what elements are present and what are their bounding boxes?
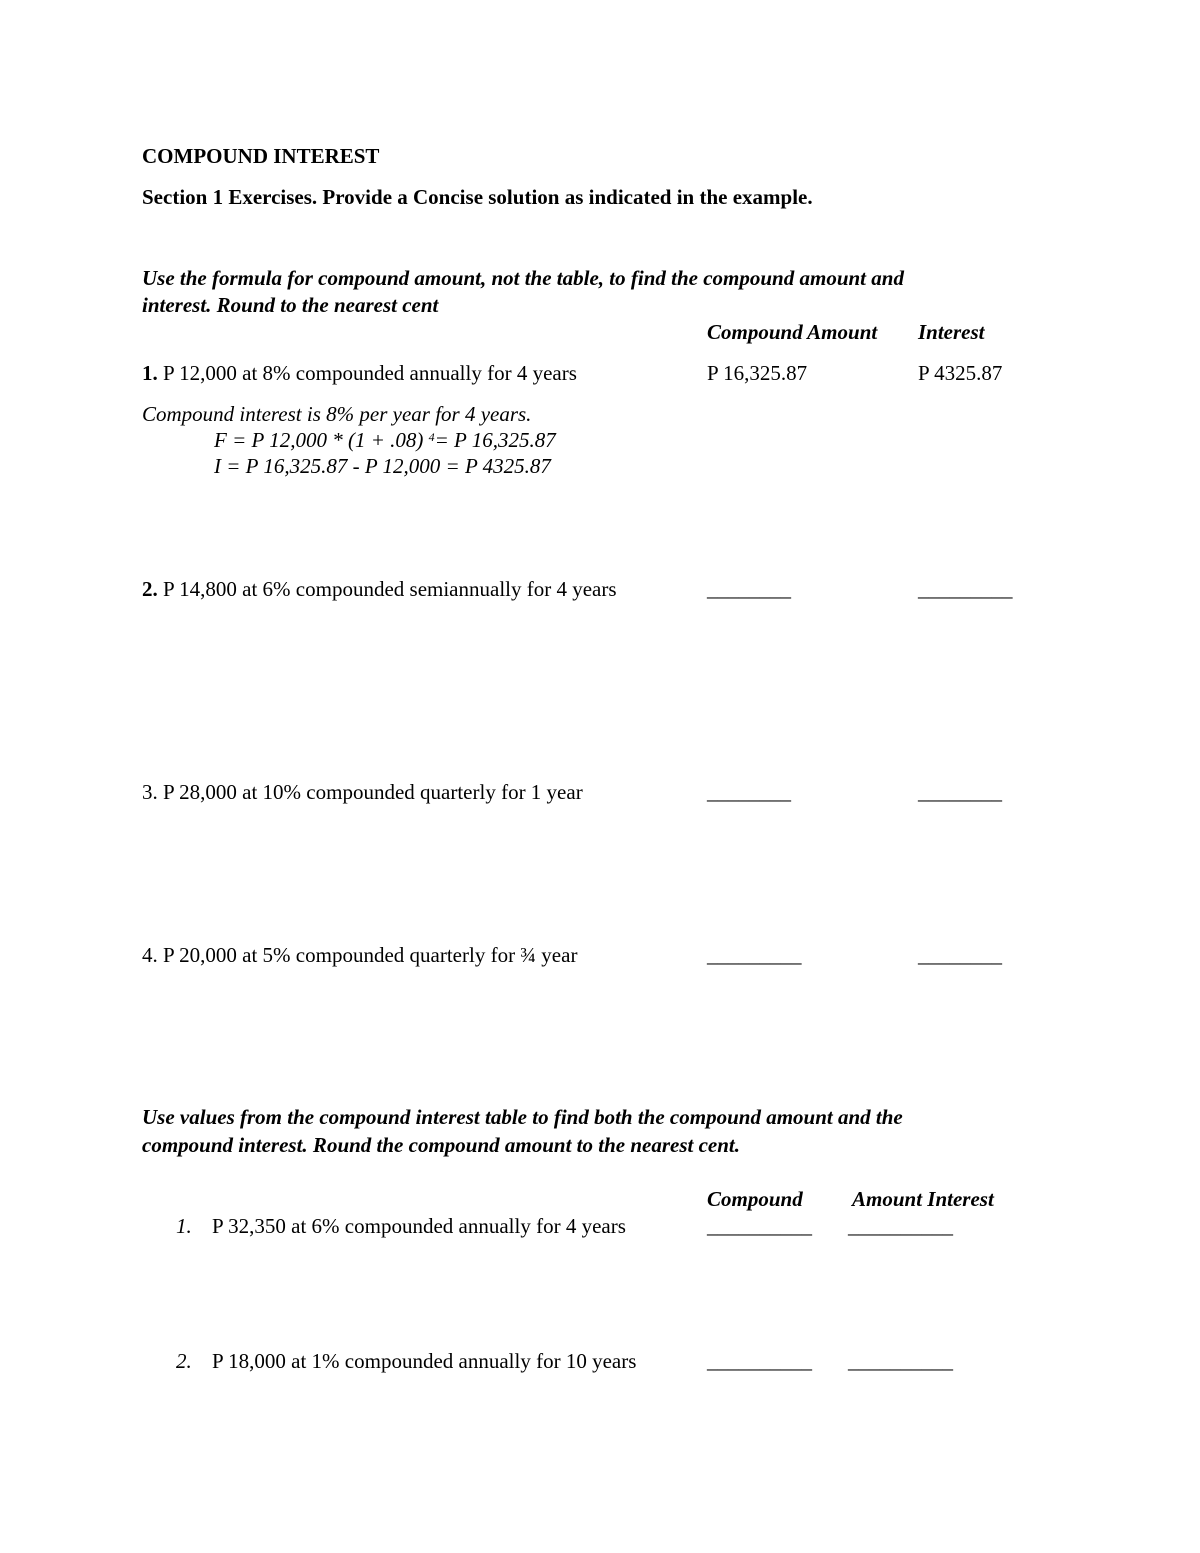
part2-instruction-line2: compound interest. Round the compound amount to the nearest cent. — [142, 1133, 740, 1157]
problem-3-interest-blank: ________ — [918, 780, 1002, 804]
solution-line-1: Compound interest is 8% per year for 4 years. — [142, 402, 532, 426]
solution-line-2: F = P 12,000 * (1 + .08) $^4$= P 16,325.87 — [214, 428, 556, 452]
col-header-compound: Compound — [707, 1187, 803, 1211]
part2-problem-1-interest-blank: __________ — [848, 1214, 953, 1238]
problem-3 — [142, 779, 583, 805]
col-header-amount-interest: Amount Interest — [852, 1187, 994, 1211]
part2-problem-1-number: 1. — [176, 1214, 192, 1238]
problem-text: P 14,800 at 6% compounded semiannually for 4 years — [163, 577, 617, 601]
part2-instruction-line1: Use values from the compound interest table to find both the compound amount and the — [142, 1105, 903, 1129]
problem-number: 4. — [142, 943, 158, 967]
problem-number: 1. — [142, 361, 158, 385]
part2-problem-2-number: 2. — [176, 1349, 192, 1373]
col-header-compound-amount: Compound Amount — [707, 320, 878, 344]
problem-1 — [142, 360, 577, 386]
problem-2 — [142, 576, 617, 602]
problem-1-amount: P 16,325.87 — [707, 361, 808, 385]
problem-number: 3. — [142, 780, 158, 804]
problem-text: P 28,000 at 10% compounded quarterly for 1 year — [163, 780, 583, 804]
problem-1-interest: P 4325.87 — [918, 361, 1003, 385]
part2-problem-1-amount-blank: __________ — [707, 1214, 812, 1238]
problem-3-amount-blank: ________ — [707, 780, 791, 804]
problem-4-amount-blank: _________ — [707, 943, 802, 967]
problem-2-interest-blank: _________ — [918, 577, 1013, 601]
problem-text: P 12,000 at 8% compounded annually for 4 years — [163, 361, 577, 385]
part1-instruction-line2: interest. Round to the nearest cent — [142, 293, 439, 317]
problem-number: 2. — [142, 577, 158, 601]
col-header-interest: Interest — [918, 320, 985, 344]
problem-2-amount-blank: ________ — [707, 577, 791, 601]
page-title: COMPOUND INTEREST — [142, 144, 380, 168]
section-subtitle: Section 1 Exercises. Provide a Concise solution as indicated in the example. — [142, 185, 813, 209]
part2-problem-2-text: P 18,000 at 1% compounded annually for 10 years — [212, 1349, 637, 1373]
part2-problem-2-amount-blank: __________ — [707, 1349, 812, 1373]
part2-problem-2-interest-blank: __________ — [848, 1349, 953, 1373]
problem-4-interest-blank: ________ — [918, 943, 1002, 967]
solution-line-3: I = P 16,325.87 - P 12,000 = P 4325.87 — [214, 454, 551, 478]
problem-4 — [142, 942, 577, 968]
part2-problem-1-text: P 32,350 at 6% compounded annually for 4 years — [212, 1214, 626, 1238]
exponent: 4 — [428, 430, 435, 444]
problem-text: P 20,000 at 5% compounded quarterly for ¾ year — [163, 943, 578, 967]
part1-instruction-line1: Use the formula for compound amount, not the table, to find the compound amount and — [142, 266, 904, 290]
